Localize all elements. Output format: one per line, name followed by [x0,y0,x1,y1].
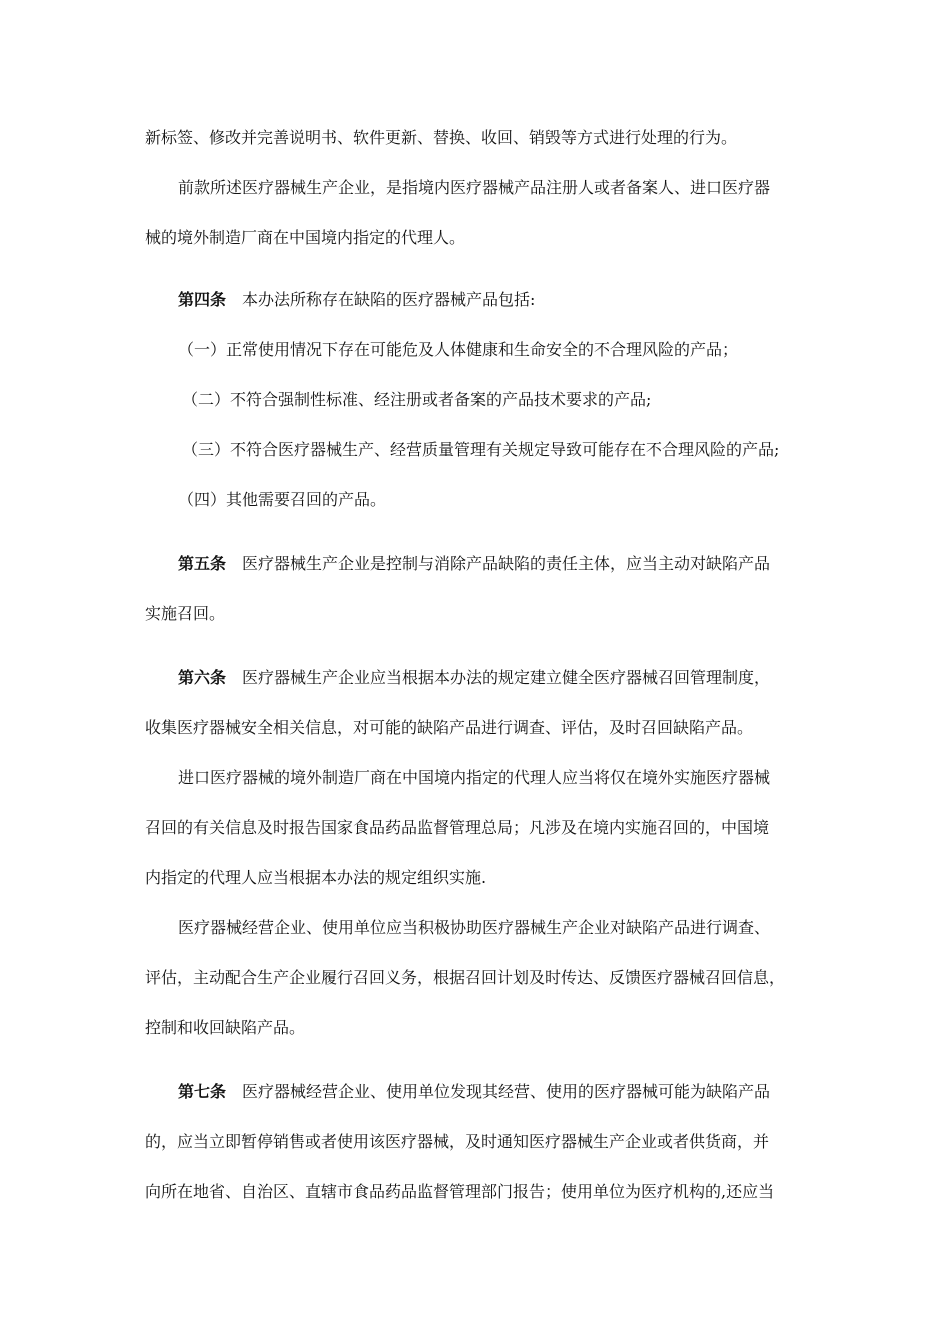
article-7-heading: 第七条 [178,1082,227,1101]
text-line: 收集医疗器械安全相关信息，对可能的缺陷产品进行调查、评估，及时召回缺陷产品。 [145,718,754,737]
list-item: （一）正常使用情况下存在可能危及人体健康和生命安全的不合理风险的产品； [178,340,739,359]
article-6-heading: 第六条 [178,668,227,687]
article-4-line [178,288,858,312]
text-line: 内指定的代理人应当根据本办法的规定组织实施. [145,868,487,887]
text-line: 本办法所称存在缺陷的医疗器械产品包括: [242,290,536,309]
article-6-line [178,666,858,690]
text-line: 评估，主动配合生产企业履行召回义务，根据召回计划及时传达、反馈医疗器械召回信息， [145,968,786,987]
list-item: （二）不符合强制性标准、经注册或者备案的产品技术要求的产品; [182,390,652,409]
text-line: 进口医疗器械的境外制造厂商在中国境内指定的代理人应当将仅在境外实施医疗器械 [178,768,771,787]
text-line: 控制和收回缺陷产品。 [145,1018,306,1037]
text-line: 医疗器械经营企业、使用单位发现其经营、使用的医疗器械可能为缺陷产品 [242,1082,771,1101]
article-5-line [178,552,858,576]
text-line: 向所在地省、自治区、直辖市食品药品监督管理部门报告；使用单位为医疗机构的,还应当 [145,1182,775,1201]
article-7-line [178,1080,858,1104]
article-5-heading: 第五条 [178,554,227,573]
text-line: 医疗器械生产企业应当根据本办法的规定建立健全医疗器械召回管理制度， [242,668,771,687]
text-line: 的，应当立即暂停销售或者使用该医疗器械，及时通知医疗器械生产企业或者供货商，并 [145,1132,770,1151]
article-4-heading: 第四条 [178,290,227,309]
text-line: 实施召回。 [145,604,226,623]
text-line: 械的境外制造厂商在中国境内指定的代理人。 [145,228,466,247]
text-line: 前款所述医疗器械生产企业，是指境内医疗器械产品注册人或者备案人、进口医疗器 [178,178,771,197]
list-item: （三）不符合医疗器械生产、经营质量管理有关规定导致可能存在不合理风险的产品; [182,440,780,459]
text-line: 医疗器械生产企业是控制与消除产品缺陷的责任主体，应当主动对缺陷产品 [242,554,771,573]
text-line: 新标签、修改并完善说明书、软件更新、替换、收回、销毁等方式进行处理的行为。 [145,128,738,147]
list-item: （四）其他需要召回的产品。 [178,490,387,509]
text-line: 医疗器械经营企业、使用单位应当积极协助医疗器械生产企业对缺陷产品进行调查、 [178,918,771,937]
text-line: 召回的有关信息及时报告国家食品药品监督管理总局；凡涉及在境内实施召回的，中国境 [145,818,770,837]
